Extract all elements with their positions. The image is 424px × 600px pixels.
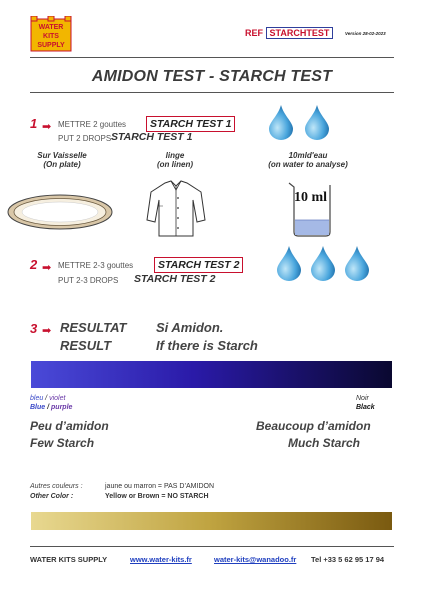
result-label-en: RESULT [60, 338, 112, 353]
page-title: AMIDON TEST - STARCH TEST [91, 68, 333, 85]
result-cond-en: If there is Starch [156, 338, 258, 353]
brand-logo [30, 16, 72, 52]
arrow-icon: ➡ [42, 121, 52, 133]
result-label-fr: RESULTAT [60, 320, 127, 335]
title-divider [30, 92, 394, 93]
caption-linen: linge (on linen) [157, 151, 193, 169]
ref-label: REF [245, 28, 263, 38]
drop-icon [276, 245, 302, 286]
footer-phone: Tel +33 5 62 95 17 94 [311, 555, 385, 564]
beaker-label: 10 ml [294, 190, 328, 205]
other-value-fr: jaune ou marron = PAS D’AMIDON [105, 483, 214, 490]
scale-right-fr: Noir [356, 395, 369, 402]
caption-water: 10mld'eau (on water to analyse) [268, 151, 348, 169]
reference [245, 27, 333, 39]
logo-word-3: SUPPLY [37, 42, 65, 49]
caption-plate: Sur Vaisselle (On plate) [37, 151, 87, 169]
scale-right-en: Black [356, 404, 375, 411]
ref-code: STARCHTEST [266, 27, 334, 39]
footer-website-link[interactable]: www.water-kits.fr [130, 555, 192, 564]
step2-number: 2 [30, 257, 38, 272]
logo-word-2: KITS [43, 33, 59, 40]
step3-number: 3 [30, 321, 38, 336]
step1-en-text: PUT 2 DROPS [58, 134, 112, 143]
arrow-icon: ➡ [42, 325, 52, 337]
no-starch-color-scale [31, 512, 392, 530]
footer-company: WATER KITS SUPPLY [30, 555, 108, 564]
version-label: Version 28-02-2023 [345, 31, 386, 36]
drop-icon [268, 104, 294, 145]
other-value-en: Yellow or Brown = NO STARCH [105, 493, 209, 500]
scale-high-fr: Beaucoup d’amidon [256, 419, 371, 433]
drop-icon [310, 245, 336, 286]
footer-divider [30, 546, 394, 547]
top-divider [30, 57, 394, 58]
logo-word-1: WATER [38, 24, 64, 31]
arrow-icon: ➡ [42, 262, 52, 274]
scale-low-fr: Peu d’amidon [30, 419, 109, 433]
result-cond-fr: Si Amidon. [156, 320, 224, 335]
plate-icon [5, 192, 115, 237]
scale-left-en: Blue / purple [30, 404, 73, 411]
other-label-en: Other Color : [30, 493, 74, 500]
step1-number: 1 [30, 116, 38, 131]
step1-en-reagent: STARCH TEST 1 [111, 131, 193, 143]
scale-high-en: Much Starch [288, 436, 361, 450]
step1-fr-text: METTRE 2 gouttes [58, 120, 127, 129]
footer-email-link[interactable]: water-kits@wanadoo.fr [214, 555, 297, 564]
shirt-icon [145, 180, 207, 243]
step2-fr-text: METTRE 2-3 gouttes [58, 261, 134, 270]
scale-left-fr: bleu / violet [30, 395, 66, 402]
scale-low-en: Few Starch [30, 436, 95, 450]
other-label-fr: Autres couleurs : [30, 483, 83, 490]
step2-en-reagent: STARCH TEST 2 [134, 273, 216, 285]
drop-icon [304, 104, 330, 145]
drop-icon [344, 245, 370, 286]
step2-en-text: PUT 2-3 DROPS [58, 276, 119, 285]
step2-reagent: STARCH TEST 2 [154, 255, 243, 273]
step1-reagent: STARCH TEST 1 [146, 114, 235, 132]
starch-color-scale [31, 361, 392, 388]
